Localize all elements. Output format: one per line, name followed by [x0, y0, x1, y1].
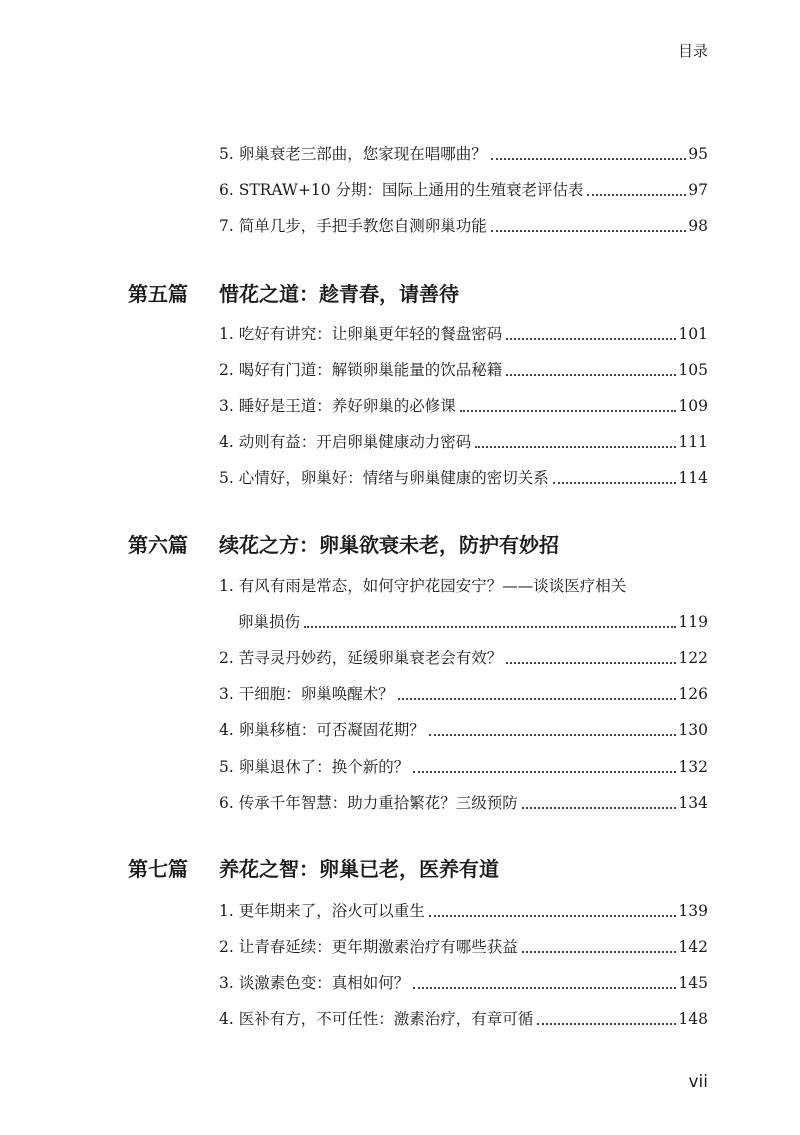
- part-label: 第六篇: [128, 533, 188, 557]
- toc-entry-page: 145: [678, 974, 708, 992]
- toc-entry-page: 105: [678, 361, 708, 379]
- toc-entry: [219, 1007, 708, 1031]
- toc-entry-title: 3. 睡好是王道：养好卵巢的必修课: [219, 397, 456, 415]
- toc-entry-page: 122: [678, 649, 708, 667]
- toc-entry-title: 4. 卵巢移植：可否凝固花期？: [219, 721, 425, 739]
- part-heading-7: [128, 854, 499, 884]
- dot-leader: [491, 230, 687, 232]
- part-title: 续花之方：卵巢欲衰未老，防护有妙招: [219, 533, 559, 557]
- toc-entry-title-continued: 卵巢损伤: [238, 613, 301, 631]
- toc-entry: [219, 322, 708, 346]
- dot-leader: [491, 158, 687, 160]
- toc-entry: [219, 430, 708, 454]
- dot-leader: [553, 482, 677, 484]
- dot-leader: [398, 698, 677, 700]
- toc-entry-title: 3. 干细胞：卵巢唤醒术？: [219, 685, 394, 703]
- part-label: 第七篇: [128, 857, 188, 881]
- toc-entry-page: 97: [688, 181, 708, 199]
- toc-entry-page: 95: [688, 145, 708, 163]
- toc-entry-page: 109: [678, 397, 708, 415]
- toc-entry-title: 4. 医补有方，不可任性：激素治疗，有章可循: [219, 1010, 534, 1028]
- toc-entry-title: 2. 让青春延续：更年期激素治疗有哪些获益: [219, 938, 518, 956]
- toc-entry: [219, 178, 708, 202]
- toc-entry: [219, 755, 708, 779]
- toc-entry: [219, 394, 708, 418]
- page-number: vii: [688, 1072, 708, 1092]
- dot-leader: [460, 410, 677, 412]
- running-head: 目录: [677, 42, 708, 60]
- toc-entry-title: 7. 简单几步，手把手教您自测卵巢功能: [219, 217, 487, 235]
- toc-entry-title: 2. 苦寻灵丹妙药，延缓卵巢衰老会有效？: [219, 649, 503, 667]
- dot-leader: [429, 915, 677, 917]
- toc-entry-page: 111: [678, 433, 708, 451]
- toc-entry-title: 1. 更年期来了，浴火可以重生: [219, 902, 425, 920]
- dot-leader: [304, 626, 676, 628]
- toc-entry-title: 5. 心情好，卵巢好：情绪与卵巢健康的密切关系: [219, 469, 549, 487]
- toc-entry: [219, 971, 708, 995]
- toc-entry-page: 114: [678, 469, 708, 487]
- toc-entry: [219, 935, 708, 959]
- toc-entry-title: 5. 卵巢退休了：换个新的？: [219, 758, 410, 776]
- part-heading-6: [128, 530, 559, 560]
- toc-entry-title: 3. 谈激素色变：真相如何？: [219, 974, 410, 992]
- part-title: 惜花之道：趁青春，请善待: [219, 282, 459, 306]
- toc-entry: [219, 791, 708, 815]
- dot-leader: [413, 987, 676, 989]
- dot-leader: [506, 374, 676, 376]
- part-label: 第五篇: [128, 282, 188, 306]
- dot-leader: [506, 662, 676, 664]
- toc-entry-page: 134: [678, 794, 708, 812]
- toc-entry: [219, 142, 708, 166]
- part-heading-5: [128, 279, 459, 309]
- toc-entry-title: 6. 传承千年智慧：助力重拾繁花？三级预防: [219, 794, 518, 812]
- toc-entry-title: 2. 喝好有门道：解锁卵巢能量的饮品秘籍: [219, 361, 503, 379]
- toc-entry-page: 148: [678, 1010, 708, 1028]
- toc-entry: [219, 358, 708, 382]
- dot-leader: [537, 1023, 676, 1025]
- toc-entry: [219, 718, 708, 742]
- toc-entry-page: 98: [688, 217, 708, 235]
- toc-entry-page: 142: [678, 938, 708, 956]
- part-title: 养花之智：卵巢已老，医养有道: [219, 857, 499, 881]
- toc-entry-page: 139: [678, 902, 708, 920]
- toc-entry-page: 130: [678, 721, 708, 739]
- toc-entry-title: 5. 卵巢衰老三部曲，您家现在唱哪曲？: [219, 145, 487, 163]
- toc-entry-title: 1. 有风有雨是常态，如何守护花园安宁？——谈谈医疗相关: [219, 577, 627, 595]
- toc-entry-title: 4. 动则有益：开启卵巢健康动力密码: [219, 433, 472, 451]
- dot-leader: [522, 951, 677, 953]
- toc-entry: [219, 682, 708, 706]
- dot-leader: [475, 446, 676, 448]
- dot-leader: [587, 194, 686, 196]
- toc-entry: [219, 214, 708, 238]
- toc-entry-page: 119: [678, 613, 708, 631]
- toc-entry-page: 132: [678, 758, 708, 776]
- toc-entry-page: 101: [678, 325, 708, 343]
- toc-entry: [219, 466, 708, 490]
- dot-leader: [522, 807, 677, 809]
- dot-leader: [506, 338, 676, 340]
- dot-leader: [429, 734, 677, 736]
- toc-entry-title: 6. STRAW+10 分期：国际上通用的生殖衰老评估表: [219, 181, 584, 199]
- toc-entry: [219, 899, 708, 923]
- toc-entry-page: 126: [678, 685, 708, 703]
- toc-entry: [238, 610, 708, 634]
- dot-leader: [413, 771, 676, 773]
- toc-entry: [219, 646, 708, 670]
- toc-entry-title: 1. 吃好有讲究：让卵巢更年轻的餐盘密码: [219, 325, 503, 343]
